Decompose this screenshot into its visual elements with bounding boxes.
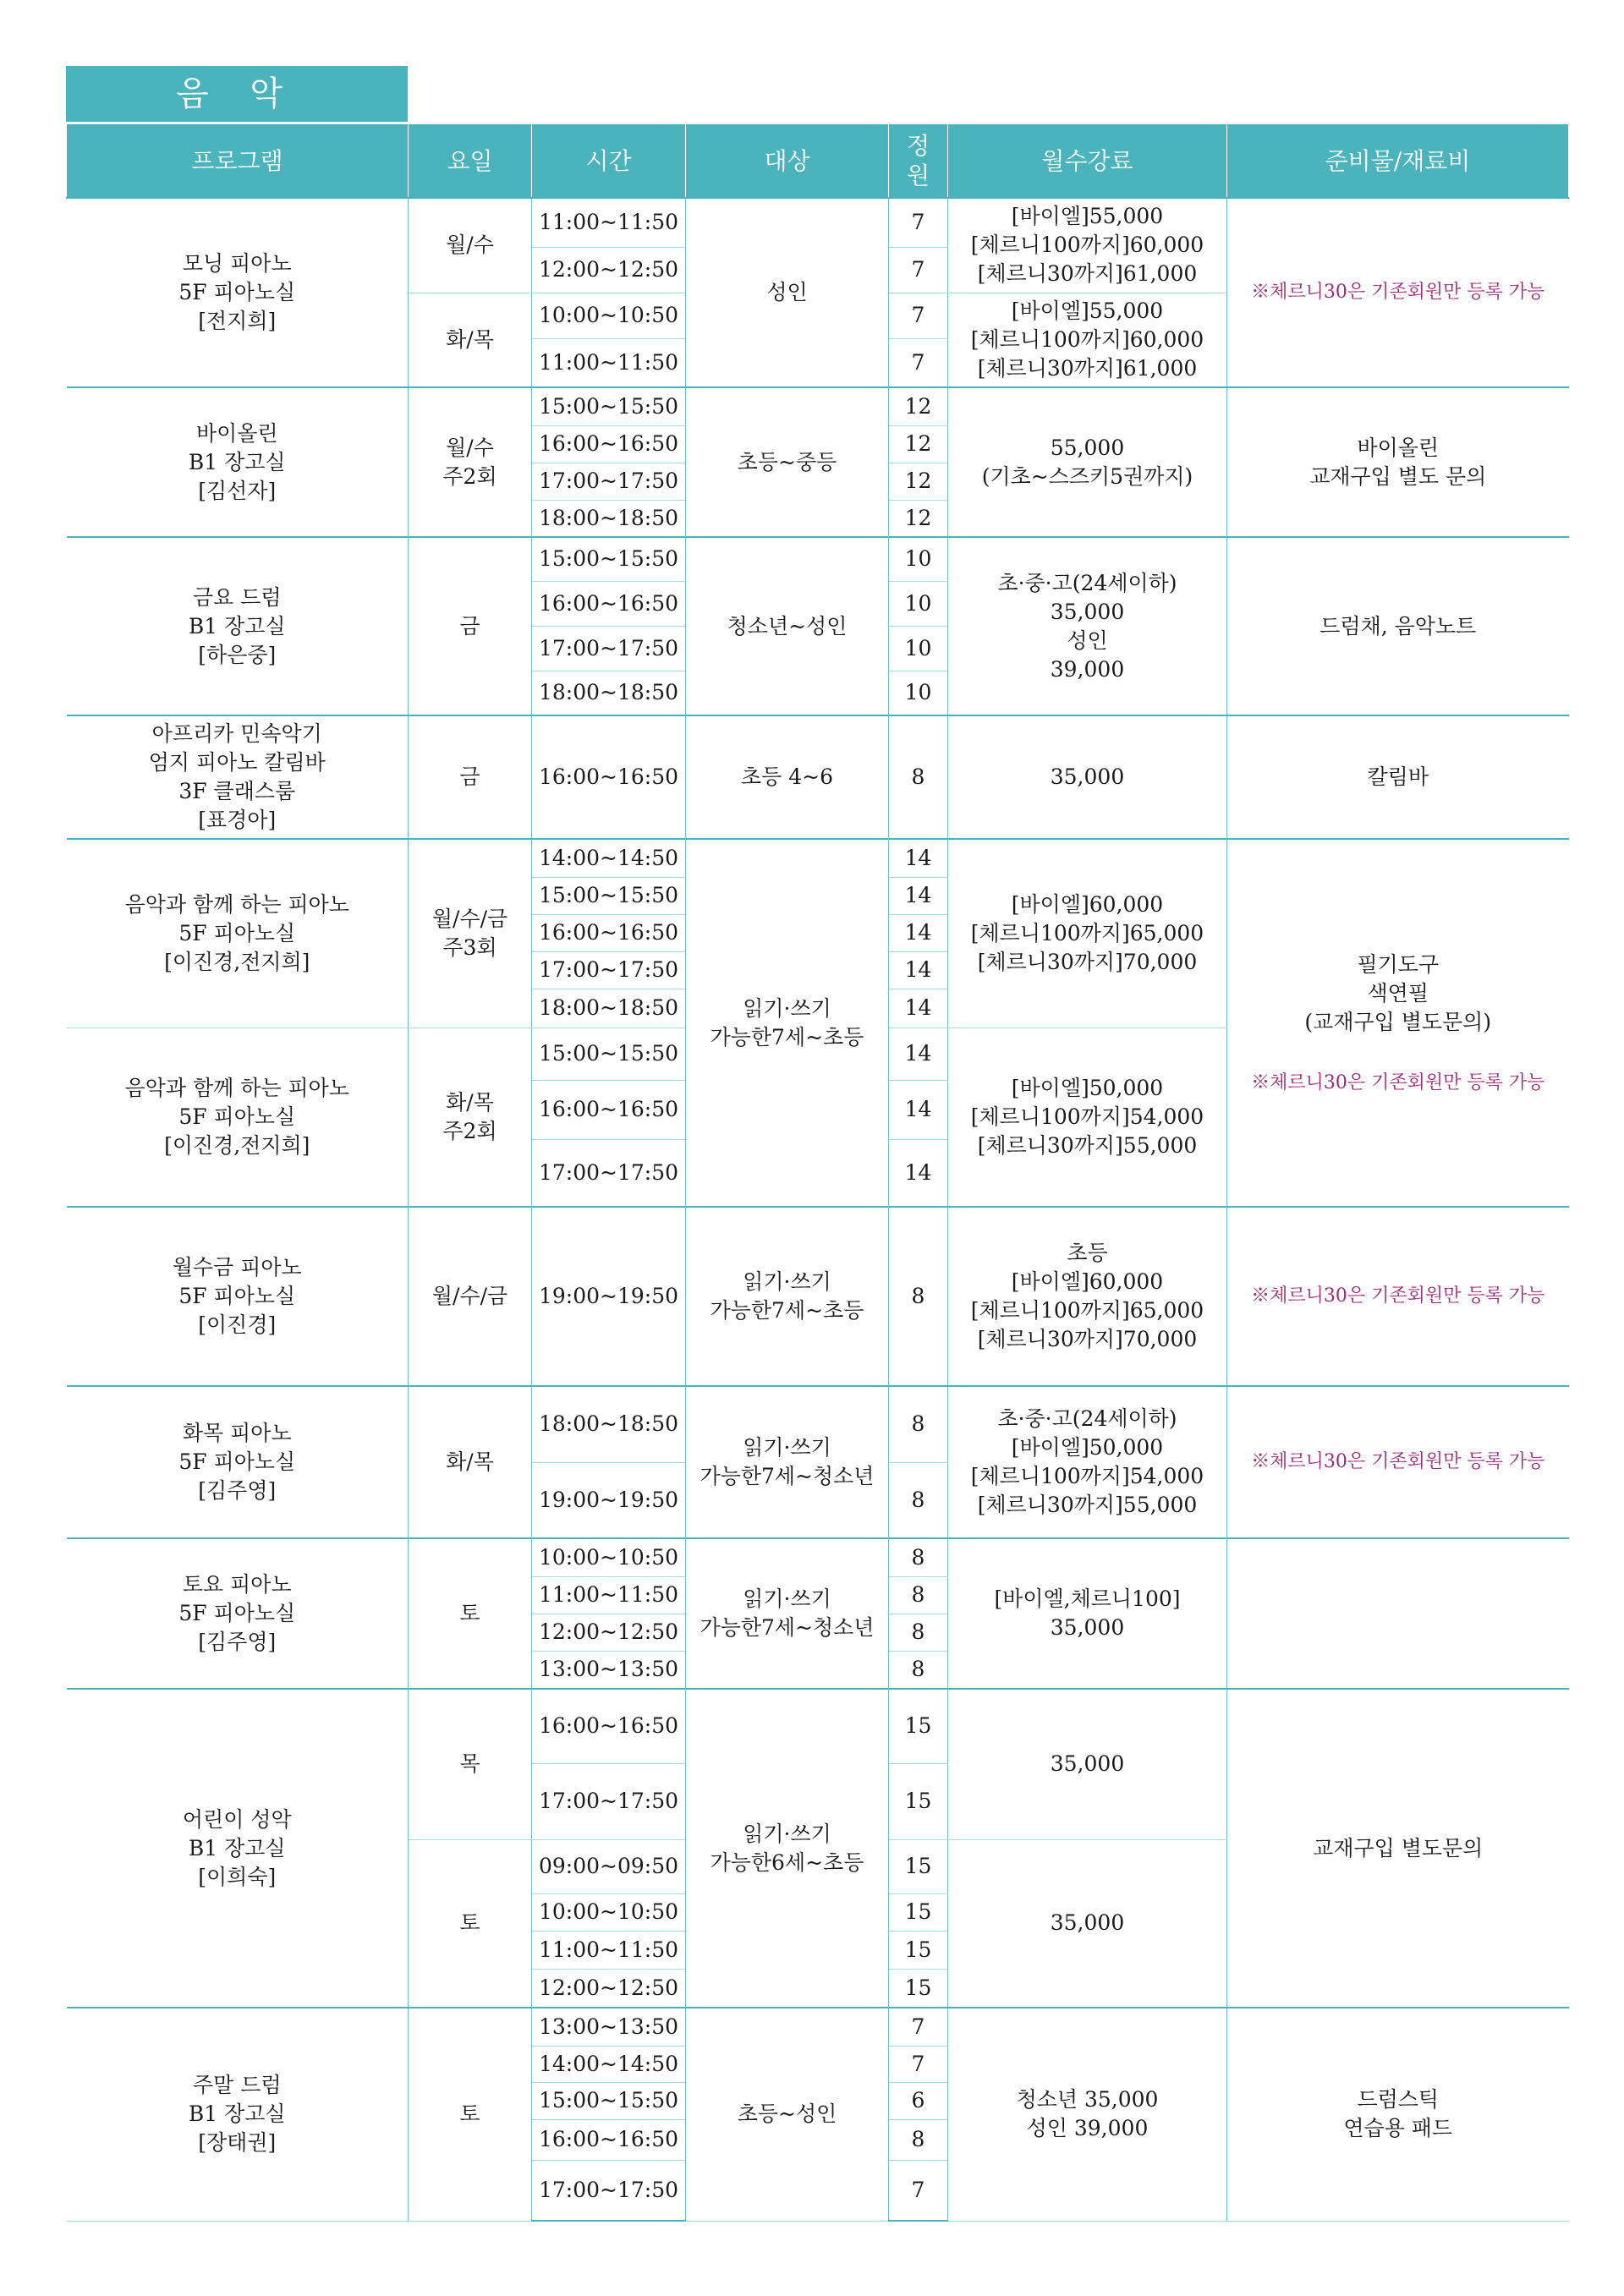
time-cell: 17:00~17:50 xyxy=(532,626,686,671)
time-cell: 11:00~11:50 xyxy=(532,338,686,387)
target-cell: 읽기·쓰기 가능한7세~청소년 xyxy=(686,1538,889,1689)
capacity-cell: 8 xyxy=(889,1462,948,1538)
target-cell: 읽기·쓰기 가능한6세~초등 xyxy=(686,1689,889,2008)
program-name: 음악과 함께 하는 피아노 5F 피아노실 [이진경,전지희] xyxy=(67,1027,409,1207)
table-row xyxy=(67,537,1569,581)
capacity-cell: 10 xyxy=(889,581,948,626)
capacity-cell: 7 xyxy=(889,198,948,247)
materials-note: ※체르니30은 기존회원만 등록 가능 xyxy=(1227,1207,1569,1386)
materials-note: ※체르니30은 기존회원만 등록 가능 xyxy=(1251,1071,1545,1093)
fee-cell: 35,000 xyxy=(948,1689,1227,1839)
time-cell: 17:00~17:50 xyxy=(532,463,686,500)
table-row xyxy=(67,1538,1569,1576)
time-cell: 18:00~18:50 xyxy=(532,500,686,537)
capacity-cell: 7 xyxy=(889,2160,948,2221)
music-schedule-table xyxy=(66,124,1569,2222)
capacity-cell: 12 xyxy=(889,387,948,425)
capacity-cell: 8 xyxy=(889,1386,948,1462)
capacity-cell: 14 xyxy=(889,914,948,951)
materials-cell: 바이올린 교재구입 별도 문의 xyxy=(1227,387,1569,537)
capacity-cell: 10 xyxy=(889,537,948,581)
capacity-cell: 14 xyxy=(889,877,948,914)
header-fee: 월수강료 xyxy=(948,124,1227,198)
time-cell: 16:00~16:50 xyxy=(532,1080,686,1139)
capacity-cell: 8 xyxy=(889,1651,948,1689)
day-cell: 금 xyxy=(409,537,532,715)
capacity-cell: 10 xyxy=(889,626,948,671)
time-cell: 17:00~17:50 xyxy=(532,1139,686,1207)
fee-cell: 초등 [바이엘]60,000 [체르니100까지]65,000 [체르니30까지]70,000 xyxy=(948,1207,1227,1386)
time-cell: 12:00~12:50 xyxy=(532,1614,686,1651)
program-name: 금요 드럼 B1 장고실 [하은중] xyxy=(67,537,409,715)
time-cell: 14:00~14:50 xyxy=(532,2046,686,2082)
materials-cell: 드럼채, 음악노트 xyxy=(1227,537,1569,715)
fee-cell: [바이엘]60,000 [체르니100까지]65,000 [체르니30까지]70,000 xyxy=(948,839,1227,1027)
target-cell: 읽기·쓰기 가능한7세~초등 xyxy=(686,839,889,1207)
capacity-cell: 14 xyxy=(889,839,948,877)
capacity-cell: 15 xyxy=(889,1763,948,1839)
fee-cell: [바이엘]55,000 [체르니100까지]60,000 [체르니30까지]61,000 xyxy=(948,198,1227,293)
time-cell: 16:00~16:50 xyxy=(532,715,686,839)
capacity-cell: 7 xyxy=(889,2046,948,2082)
target-cell: 읽기·쓰기 가능한7세~청소년 xyxy=(686,1386,889,1538)
time-cell: 16:00~16:50 xyxy=(532,1689,686,1763)
time-cell: 16:00~16:50 xyxy=(532,2119,686,2160)
capacity-cell: 7 xyxy=(889,338,948,387)
capacity-cell: 14 xyxy=(889,951,948,989)
capacity-cell: 8 xyxy=(889,1207,948,1386)
fee-cell: 초·중·고(24세이하) [바이엘]50,000 [체르니100까지]54,000 [체르니30까지]55,000 xyxy=(948,1386,1227,1538)
day-cell: 월/수 주2회 xyxy=(409,387,532,537)
time-cell: 17:00~17:50 xyxy=(532,951,686,989)
day-cell: 월/수 xyxy=(409,198,532,293)
time-cell: 18:00~18:50 xyxy=(532,671,686,715)
header-time: 시간 xyxy=(532,124,686,198)
program-name: 아프리카 민속악기 엄지 피아노 칼림바 3F 클래스룸 [표경아] xyxy=(67,715,409,839)
capacity-cell: 12 xyxy=(889,463,948,500)
table-row xyxy=(67,1207,1569,1386)
time-cell: 10:00~10:50 xyxy=(532,293,686,338)
capacity-cell: 14 xyxy=(889,1027,948,1080)
time-cell: 11:00~11:50 xyxy=(532,198,686,247)
time-cell: 16:00~16:50 xyxy=(532,914,686,951)
table-row xyxy=(67,1689,1569,1763)
target-cell: 초등~성인 xyxy=(686,2008,889,2221)
time-cell: 13:00~13:50 xyxy=(532,1651,686,1689)
capacity-cell: 7 xyxy=(889,2008,948,2046)
header-materials: 준비물/재료비 xyxy=(1227,124,1569,198)
capacity-cell: 7 xyxy=(889,293,948,338)
table-row xyxy=(67,387,1569,425)
capacity-cell: 14 xyxy=(889,1080,948,1139)
time-cell: 15:00~15:50 xyxy=(532,877,686,914)
materials-cell: 교재구입 별도문의 xyxy=(1227,1689,1569,2008)
time-cell: 09:00~09:50 xyxy=(532,1839,686,1893)
capacity-cell: 8 xyxy=(889,2119,948,2160)
capacity-cell: 15 xyxy=(889,1893,948,1931)
fee-cell: [바이엘]50,000 [체르니100까지]54,000 [체르니30까지]55,000 xyxy=(948,1027,1227,1207)
materials-cell xyxy=(1227,839,1569,1207)
capacity-cell: 8 xyxy=(889,715,948,839)
time-cell: 11:00~11:50 xyxy=(532,1576,686,1614)
fee-cell: [바이엘,체르니100] 35,000 xyxy=(948,1538,1227,1689)
day-cell: 화/목 주2회 xyxy=(409,1027,532,1207)
fee-cell: 35,000 xyxy=(948,1839,1227,2008)
capacity-cell: 15 xyxy=(889,1689,948,1763)
materials-cell: 드럼스틱 연습용 패드 xyxy=(1227,2008,1569,2221)
table-row xyxy=(67,715,1569,839)
capacity-cell: 8 xyxy=(889,1614,948,1651)
program-name: 토요 피아노 5F 피아노실 [김주영] xyxy=(67,1538,409,1689)
materials-cell: 칼림바 xyxy=(1227,715,1569,839)
header-row xyxy=(67,124,1569,198)
time-cell: 16:00~16:50 xyxy=(532,425,686,463)
target-cell: 청소년~성인 xyxy=(686,537,889,715)
capacity-cell: 6 xyxy=(889,2082,948,2119)
header-program: 프로그램 xyxy=(67,124,409,198)
time-cell: 15:00~15:50 xyxy=(532,2082,686,2119)
time-cell: 17:00~17:50 xyxy=(532,1763,686,1839)
time-cell: 19:00~19:50 xyxy=(532,1207,686,1386)
capacity-cell: 15 xyxy=(889,1839,948,1893)
day-cell: 월/수/금 주3회 xyxy=(409,839,532,1027)
fee-cell: 청소년 35,000 성인 39,000 xyxy=(948,2008,1227,2221)
time-cell: 18:00~18:50 xyxy=(532,1386,686,1462)
day-cell: 화/목 xyxy=(409,1386,532,1538)
day-cell: 월/수/금 xyxy=(409,1207,532,1386)
target-cell: 성인 xyxy=(686,198,889,387)
materials-note: ※체르니30은 기존회원만 등록 가능 xyxy=(1227,198,1569,387)
target-cell: 초등 4~6 xyxy=(686,715,889,839)
capacity-cell: 15 xyxy=(889,1931,948,1969)
time-cell: 10:00~10:50 xyxy=(532,1893,686,1931)
table-row xyxy=(67,839,1569,877)
time-cell: 17:00~17:50 xyxy=(532,2160,686,2221)
capacity-cell: 8 xyxy=(889,1576,948,1614)
program-name: 바이올린 B1 장고실 [김선자] xyxy=(67,387,409,537)
program-name: 어린이 성악 B1 장고실 [이희숙] xyxy=(67,1689,409,2008)
day-cell: 화/목 xyxy=(409,293,532,387)
program-name: 월수금 피아노 5F 피아노실 [이진경] xyxy=(67,1207,409,1386)
header-capacity: 정 원 xyxy=(889,124,948,198)
capacity-cell: 12 xyxy=(889,425,948,463)
capacity-cell: 8 xyxy=(889,1538,948,1576)
time-cell: 19:00~19:50 xyxy=(532,1462,686,1538)
fee-cell: 35,000 xyxy=(948,715,1227,839)
target-cell: 읽기·쓰기 가능한7세~초등 xyxy=(686,1207,889,1386)
header-day: 요일 xyxy=(409,124,532,198)
table-row xyxy=(67,1386,1569,1462)
section-title: 음 악 xyxy=(66,66,408,122)
time-cell: 14:00~14:50 xyxy=(532,839,686,877)
capacity-cell: 12 xyxy=(889,500,948,537)
program-name: 화목 피아노 5F 피아노실 [김주영] xyxy=(67,1386,409,1538)
capacity-cell: 14 xyxy=(889,989,948,1027)
header-target: 대상 xyxy=(686,124,889,198)
capacity-cell: 15 xyxy=(889,1969,948,2008)
time-cell: 10:00~10:50 xyxy=(532,1538,686,1576)
time-cell: 12:00~12:50 xyxy=(532,1969,686,2008)
target-cell: 초등~중등 xyxy=(686,387,889,537)
table-row xyxy=(67,198,1569,247)
time-cell: 15:00~15:50 xyxy=(532,387,686,425)
fee-cell: 55,000 (기초~스즈키5권까지) xyxy=(948,387,1227,537)
capacity-cell: 10 xyxy=(889,671,948,715)
fee-cell: [바이엘]55,000 [체르니100까지]60,000 [체르니30까지]61,000 xyxy=(948,293,1227,387)
time-cell: 16:00~16:50 xyxy=(532,581,686,626)
time-cell: 13:00~13:50 xyxy=(532,2008,686,2046)
day-cell: 금 xyxy=(409,715,532,839)
program-name: 음악과 함께 하는 피아노 5F 피아노실 [이진경,전지희] xyxy=(67,839,409,1027)
fee-cell: 초·중·고(24세이하) 35,000 성인 39,000 xyxy=(948,537,1227,715)
day-cell: 토 xyxy=(409,1538,532,1689)
materials-note: ※체르니30은 기존회원만 등록 가능 xyxy=(1227,1386,1569,1538)
day-cell: 목 xyxy=(409,1689,532,1839)
materials-cell xyxy=(1227,1538,1569,1689)
table-row xyxy=(67,2008,1569,2046)
day-cell: 토 xyxy=(409,2008,532,2221)
time-cell: 15:00~15:50 xyxy=(532,1027,686,1080)
time-cell: 11:00~11:50 xyxy=(532,1931,686,1969)
day-cell: 토 xyxy=(409,1839,532,2008)
time-cell: 18:00~18:50 xyxy=(532,989,686,1027)
program-name: 주말 드럼 B1 장고실 [장태권] xyxy=(67,2008,409,2221)
capacity-cell: 14 xyxy=(889,1139,948,1207)
time-cell: 15:00~15:50 xyxy=(532,537,686,581)
time-cell: 12:00~12:50 xyxy=(532,247,686,293)
program-name: 모닝 피아노 5F 피아노실 [전지희] xyxy=(67,198,409,387)
materials-text: 필기도구 색연필 (교재구입 별도문의) xyxy=(1304,951,1492,1034)
capacity-cell: 7 xyxy=(889,247,948,293)
